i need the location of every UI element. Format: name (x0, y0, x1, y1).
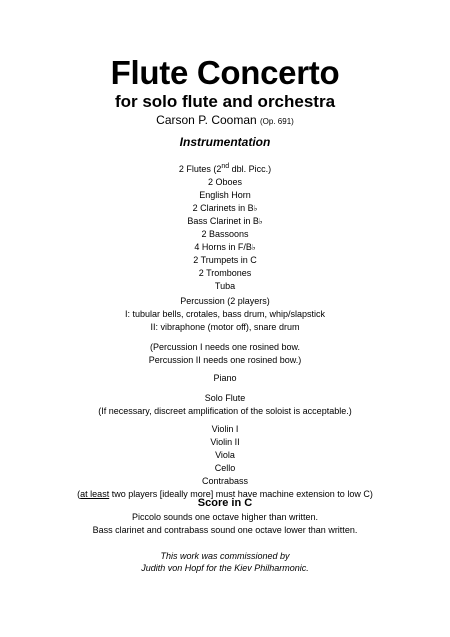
bass-clarinet-contrabass-note: Bass clarinet and contrabass sound one octave lower than written. (92, 525, 358, 535)
flat-symbol: ♭ (251, 243, 256, 252)
page-subtitle: for solo flute and orchestra (114, 92, 336, 111)
score-heading: Score in C (197, 497, 253, 509)
violin-two-line: Violin II (210, 437, 240, 447)
clarinets-line: 2 Clarinets in B♭ (192, 203, 258, 213)
horns-line: 4 Horns in F/B♭ (194, 242, 256, 252)
trumpets-line: 2 Trumpets in C (193, 255, 257, 265)
solo-list (0, 392, 450, 418)
page-title: Flute Concerto (110, 54, 340, 91)
strings-list (0, 423, 450, 501)
piccolo-note: Piccolo sounds one octave higher than written. (131, 512, 319, 522)
composer-line (0, 113, 450, 129)
commission-note (0, 550, 450, 574)
contrabass-extension-note: (at least two players [ideally more] must have machine extension to low C) (77, 489, 373, 499)
percussion-note-two: Percussion II needs one rosined bow.) (148, 355, 302, 365)
flat-symbol: ♭ (253, 204, 258, 213)
underlined-text: at least (80, 489, 110, 499)
composer-name: Carson P. Cooman (156, 113, 257, 127)
piano-line: Piano (213, 373, 237, 383)
percussion-notes (0, 341, 450, 367)
oboes-line: 2 Oboes (207, 177, 243, 187)
transposition-notes (0, 511, 450, 537)
percussion-note-one: (Percussion I needs one rosined bow. (149, 342, 301, 352)
solo-flute-line: Solo Flute (204, 393, 246, 403)
commission-line-one: This work was commissioned by (160, 551, 290, 561)
flutes-line: 2 Flutes (2nd dbl. Picc.) (178, 163, 272, 174)
cello-line: Cello (214, 463, 236, 473)
commission-line-two: Judith von Hopf for the Kiev Philharmonic. (141, 563, 309, 573)
tuba-line: Tuba (214, 281, 236, 291)
woodwinds-list (0, 160, 450, 241)
contrabass-line: Contrabass (201, 476, 249, 486)
bass-clarinet-line: Bass Clarinet in B♭ (187, 216, 263, 226)
opus-number: (Op. 691) (260, 117, 294, 126)
viola-line: Viola (215, 450, 235, 460)
amplification-note: (If necessary, discreet amplification of the soloist is acceptable.) (98, 406, 352, 416)
keyboard-list (0, 372, 450, 385)
flat-symbol: ♭ (258, 217, 263, 226)
percussion-line: Percussion (2 players) (180, 296, 270, 306)
percussion-list (0, 295, 450, 334)
brass-list (0, 241, 450, 293)
violin-one-line: Violin I (211, 424, 239, 434)
english-horn-line: English Horn (199, 190, 251, 200)
percussion-two-line: II: vibraphone (motor off), snare drum (150, 322, 300, 332)
instrumentation-heading: Instrumentation (179, 135, 271, 149)
percussion-one-line: I: tubular bells, crotales, bass drum, whip/slapstick (124, 309, 326, 319)
superscript-nd: nd (221, 163, 230, 170)
trombones-line: 2 Trombones (198, 268, 252, 278)
bassoons-line: 2 Bassoons (201, 229, 249, 239)
